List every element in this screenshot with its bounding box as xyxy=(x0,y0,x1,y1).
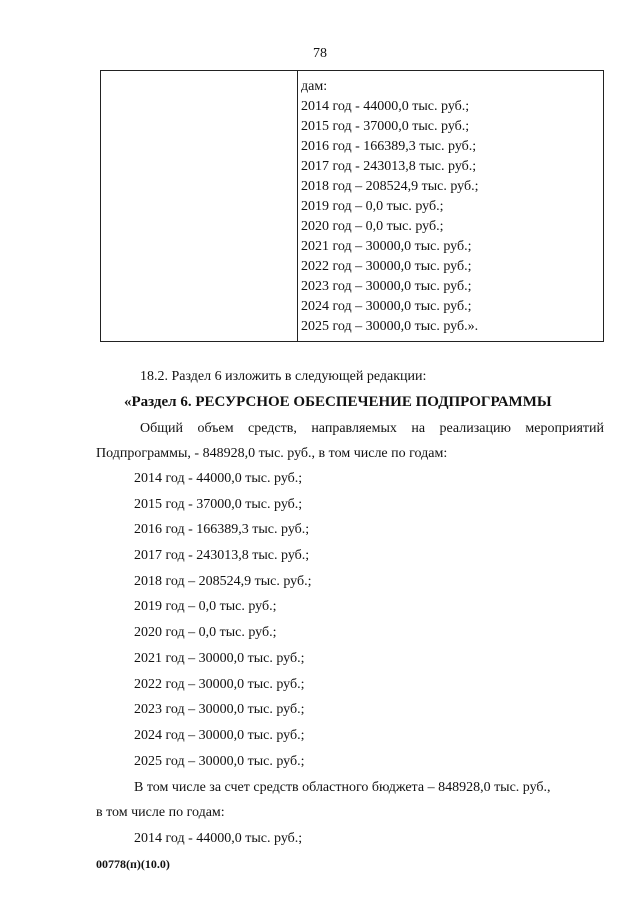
year-line: 2021 год – 30000,0 тыс. руб.; xyxy=(134,651,305,666)
word: объем xyxy=(197,421,234,436)
paragraph-1-line-1 xyxy=(140,421,604,437)
word: Общий xyxy=(140,421,183,436)
year-line: 2016 год - 166389,3 тыс. руб.; xyxy=(134,522,310,537)
word: на xyxy=(411,421,426,436)
table-line: 2017 год - 243013,8 тыс. руб.; xyxy=(301,159,477,174)
year-line: 2022 год – 30000,0 тыс. руб.; xyxy=(134,677,305,692)
year-line: 2014 год - 44000,0 тыс. руб.; xyxy=(134,831,303,846)
section-title: «Раздел 6. РЕСУРСНОЕ ОБЕСПЕЧЕНИЕ ПОДПРОГРАММЫ xyxy=(124,394,552,410)
year-line: 2019 год – 0,0 тыс. руб.; xyxy=(134,599,277,614)
year-line: 2015 год - 37000,0 тыс. руб.; xyxy=(134,497,303,512)
year-line: 2023 год – 30000,0 тыс. руб.; xyxy=(134,702,305,717)
word: средств, xyxy=(248,421,297,436)
page-number: 78 xyxy=(313,46,327,61)
table-line: 2023 год – 30000,0 тыс. руб.; xyxy=(301,279,472,294)
year-line: 2014 год - 44000,0 тыс. руб.; xyxy=(134,471,303,486)
item-heading: 18.2. Раздел 6 изложить в следующей редакции: xyxy=(140,369,427,384)
table-line: дам: xyxy=(301,79,328,94)
year-line: 2020 год – 0,0 тыс. руб.; xyxy=(134,625,277,640)
year-line: 2017 год - 243013,8 тыс. руб.; xyxy=(134,548,310,563)
paragraph-1-line-2: Подпрограммы, - 848928,0 тыс. руб., в том числе по годам: xyxy=(96,446,448,461)
paragraph-2-line-2: в том числе по годам: xyxy=(96,805,225,820)
table-line: 2021 год – 30000,0 тыс. руб.; xyxy=(301,239,472,254)
table-line: 2024 год – 30000,0 тыс. руб.; xyxy=(301,299,472,314)
year-line: 2018 год – 208524,9 тыс. руб.; xyxy=(134,574,312,589)
word: направляемых xyxy=(311,421,397,436)
table-line: 2020 год – 0,0 тыс. руб.; xyxy=(301,219,444,234)
table-line: 2019 год – 0,0 тыс. руб.; xyxy=(301,199,444,214)
table-line: 2018 год – 208524,9 тыс. руб.; xyxy=(301,179,479,194)
table-line: 2022 год – 30000,0 тыс. руб.; xyxy=(301,259,472,274)
table-line: 2014 год - 44000,0 тыс. руб.; xyxy=(301,99,470,114)
word: мероприятий xyxy=(525,421,604,436)
document-code: 00778(п)(10.0) xyxy=(96,857,170,871)
paragraph-2-line-1: В том числе за счет средств областного бюджета – 848928,0 тыс. руб., xyxy=(134,780,551,795)
table-line: 2015 год - 37000,0 тыс. руб.; xyxy=(301,119,470,134)
funding-table xyxy=(100,70,604,342)
table-right-cell xyxy=(301,77,479,337)
year-line: 2024 год – 30000,0 тыс. руб.; xyxy=(134,728,305,743)
word: реализацию xyxy=(439,421,511,436)
table-line: 2016 год - 166389,3 тыс. руб.; xyxy=(301,139,477,154)
table-column-divider xyxy=(297,71,298,341)
table-line: 2025 год – 30000,0 тыс. руб.». xyxy=(301,319,479,334)
year-line: 2025 год – 30000,0 тыс. руб.; xyxy=(134,754,305,769)
